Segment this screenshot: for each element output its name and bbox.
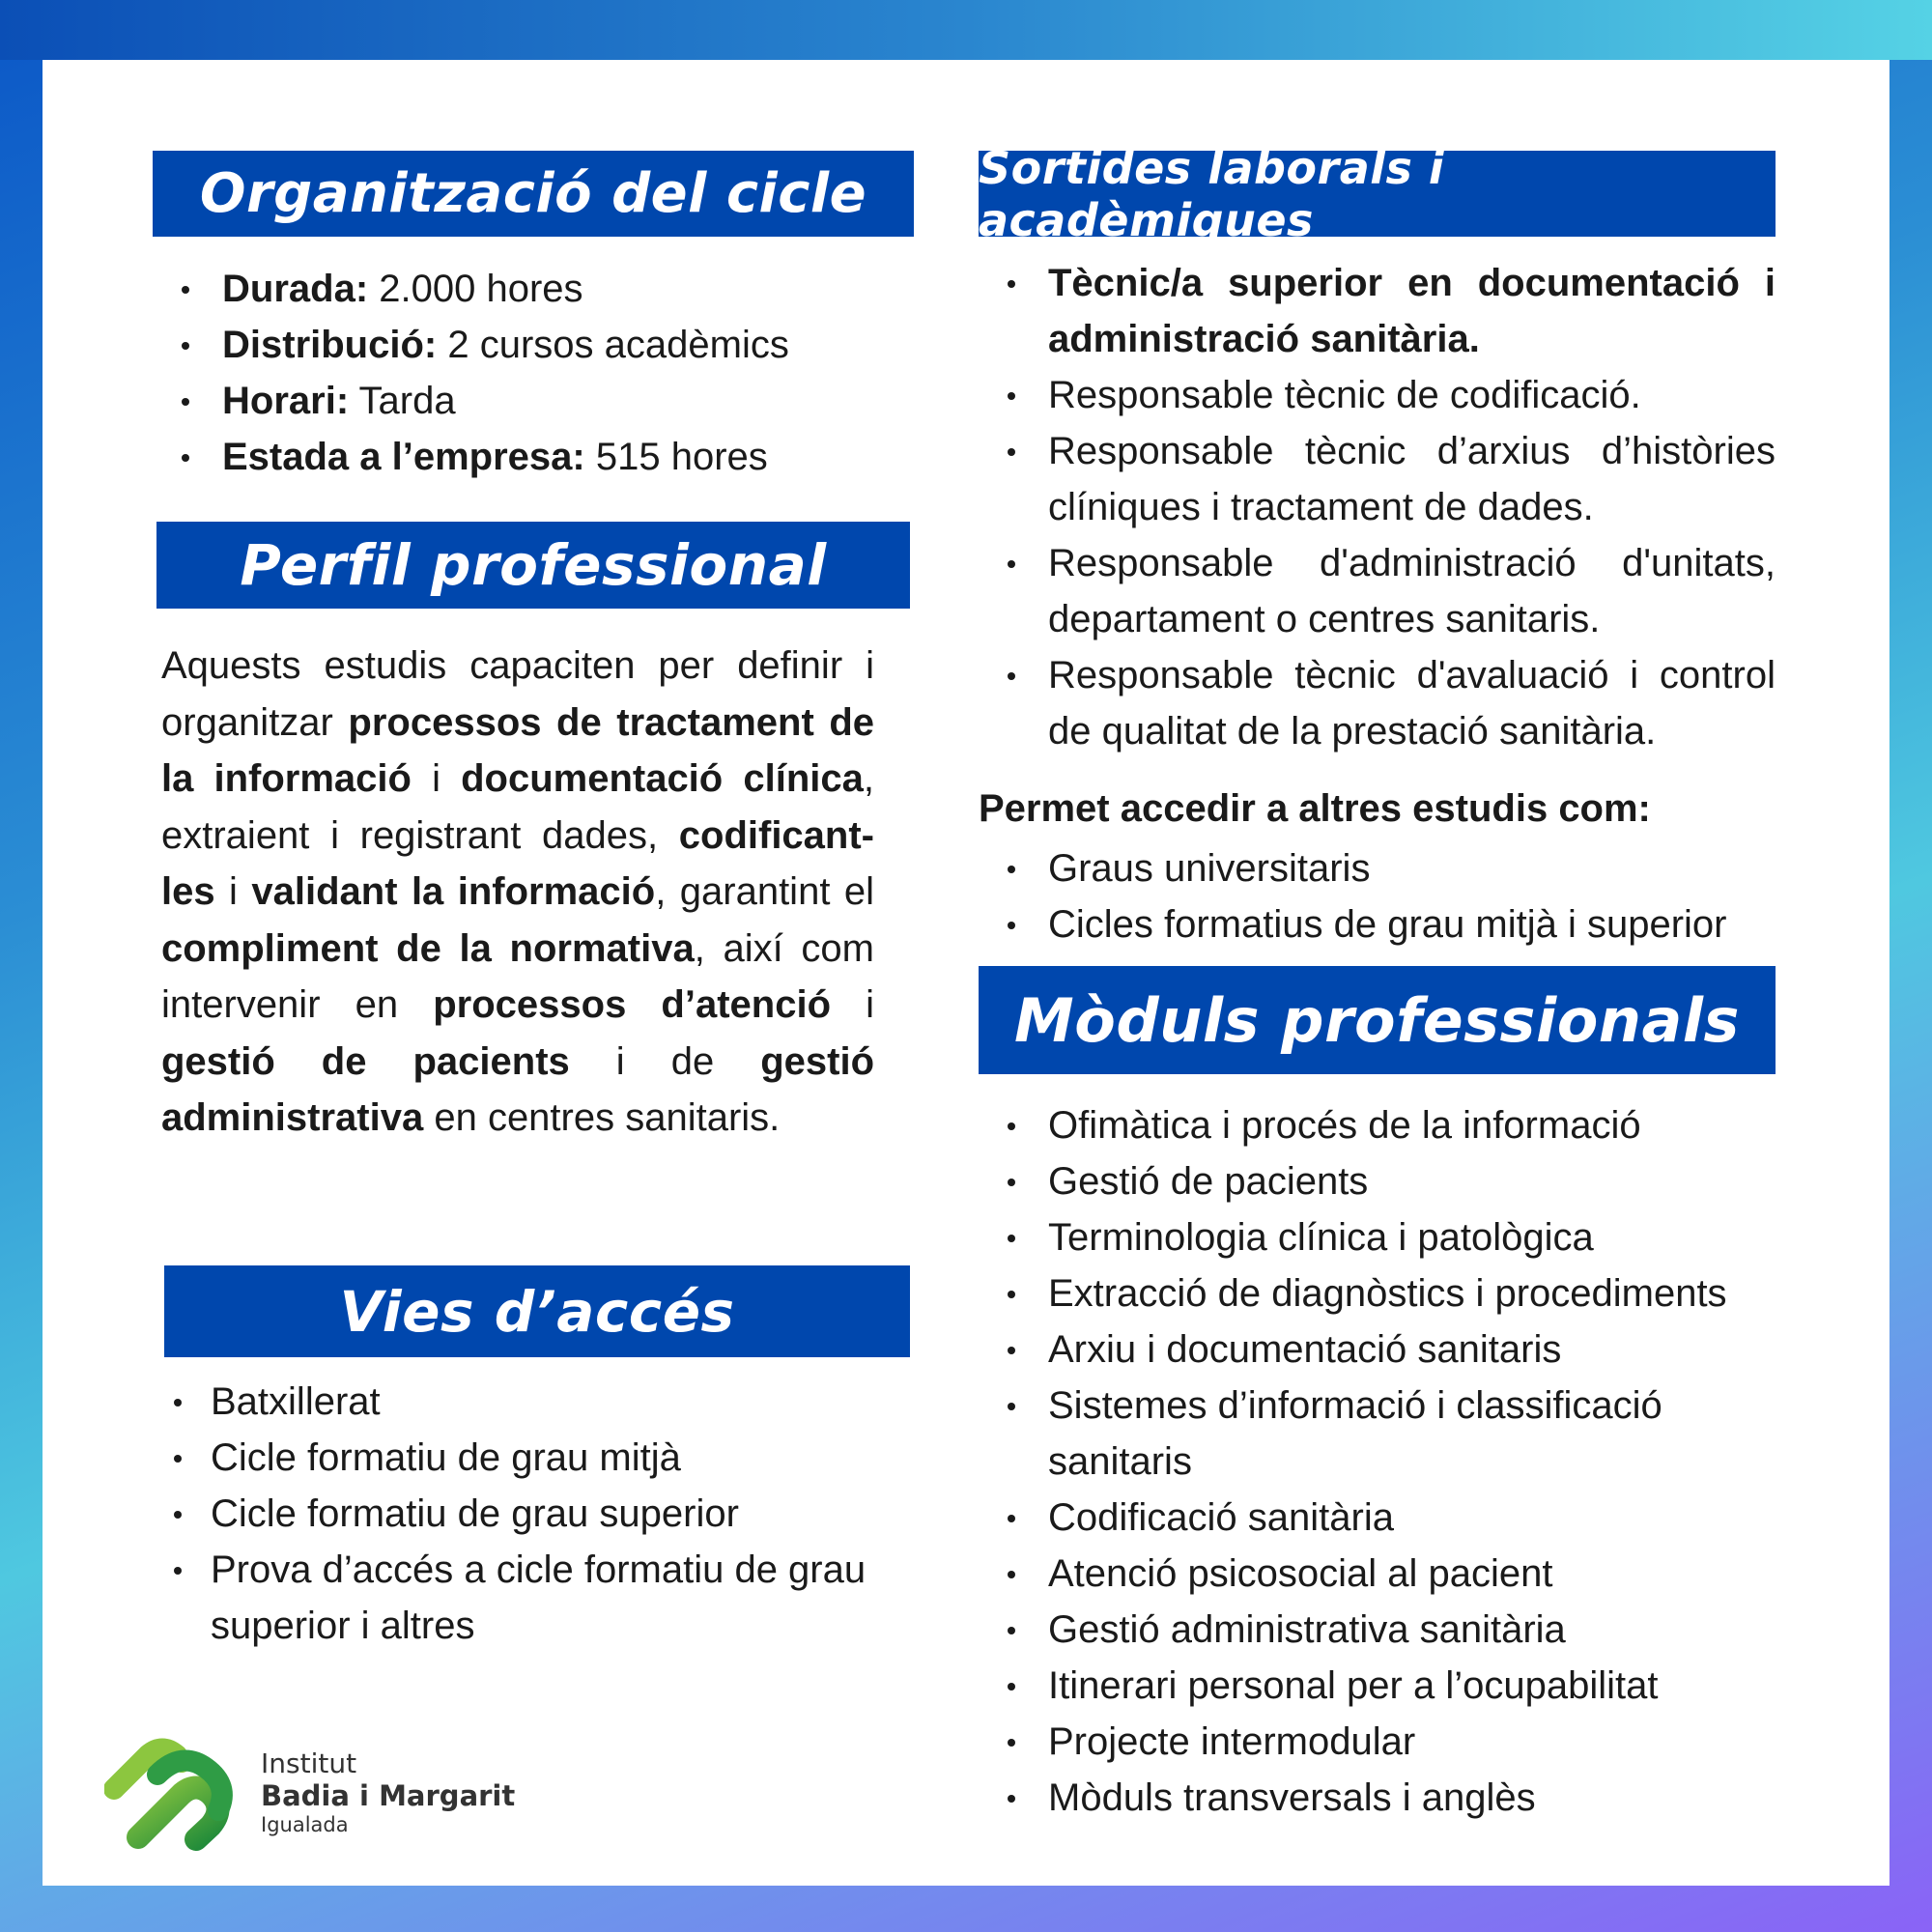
list-item: Prova d’accés a cicle formatiu de grau superior i altres [145, 1542, 918, 1654]
institut-logo-text [261, 1748, 515, 1837]
studies-list [979, 840, 1780, 952]
list-item: Cicles formatius de grau mitjà i superior [979, 896, 1780, 952]
paragraph-segment: en centres sanitaris. [423, 1096, 781, 1139]
vies-list [145, 1374, 918, 1654]
header-perfil [156, 522, 910, 609]
list-item: Atenció psicosocial al pacient [979, 1546, 1780, 1602]
list-item [153, 317, 906, 373]
list-item: Itinerari personal per a l’ocupabilitat [979, 1658, 1780, 1714]
list-item: Graus universitaris [979, 840, 1780, 896]
logo-line-1: Institut [261, 1747, 357, 1779]
paragraph-segment: i de [569, 1039, 761, 1083]
list-item: Responsable tècnic d'avaluació i control de qualitat de la prestació sanitària. [979, 647, 1776, 759]
list-item [153, 373, 906, 429]
list-item: Responsable tècnic de codificació. [979, 367, 1776, 423]
paragraph-bold-segment: gestió administrativa [161, 1039, 875, 1139]
list-item: Codificació sanitària [979, 1490, 1780, 1546]
item-value: 2.000 hores [368, 268, 583, 310]
list-item: Gestió de pacients [979, 1153, 1780, 1209]
sortides-list [979, 255, 1776, 759]
list-item: Extracció de diagnòstics i procediments [979, 1265, 1780, 1321]
paragraph-bold-segment: gestió de pacients [161, 1039, 570, 1083]
paragraph-segment: , extraient i registrant dades, [161, 757, 874, 857]
top-gradient-band [0, 0, 1932, 60]
paragraph-segment: i [411, 757, 462, 800]
list-item: Cicle formatiu de grau mitjà [145, 1430, 918, 1486]
paragraph-bold-segment: codificant-les [161, 813, 874, 913]
header-vies-text: Vies d’accés [339, 1278, 735, 1345]
list-item: Batxillerat [145, 1374, 918, 1430]
paragraph-bold-segment: processos d’atenció [433, 983, 832, 1026]
moduls-list [979, 1097, 1780, 1826]
list-item [153, 429, 906, 485]
header-perfil-text: Perfil professional [240, 532, 827, 598]
list-item [153, 261, 906, 317]
paragraph-segment: i [214, 870, 252, 913]
list-item: Projecte intermodular [979, 1714, 1780, 1770]
header-moduls-text: Mòduls professionals [1014, 984, 1740, 1056]
list-item: Cicle formatiu de grau superior [145, 1486, 918, 1542]
list-item-text: Tècnic/a superior en documentació i administració sanitària. [1048, 262, 1776, 360]
perfil-paragraph [161, 638, 874, 1147]
list-item: Gestió administrativa sanitària [979, 1602, 1780, 1658]
paragraph-segment: , garantint el [655, 870, 874, 913]
item-label: Estada a l’empresa: [222, 436, 585, 478]
header-organitzacio-text: Organització del cicle [199, 162, 867, 225]
header-sortides [979, 141, 1776, 246]
item-label: Distribució: [222, 324, 438, 366]
institut-logo-icon [104, 1721, 249, 1857]
logo-line-2: Badia i Margarit [261, 1779, 516, 1812]
item-label: Durada: [222, 268, 369, 310]
item-value: 515 hores [584, 436, 768, 478]
item-value: Tarda [349, 380, 456, 422]
list-item: Ofimàtica i procés de la informació [979, 1097, 1780, 1153]
item-value: 2 cursos acadèmics [437, 324, 789, 366]
paragraph-bold-segment: processos de tractament de la informació [161, 700, 875, 800]
paragraph-bold-segment: validant la informació [251, 870, 656, 913]
list-item: Responsable d'administració d'unitats, departament o centres sanitaris. [979, 535, 1776, 647]
organitzacio-list [153, 261, 906, 485]
header-sortides-text: Sortides laborals i acadèmiques [979, 141, 1445, 246]
header-vies [164, 1265, 910, 1357]
paragraph-bold-segment: documentació clínica [461, 757, 864, 800]
logo-line-3: Igualada [261, 1813, 349, 1836]
item-label: Horari: [222, 380, 350, 422]
list-item: Sistemes d’informació i classificació sanitaris [979, 1378, 1780, 1490]
list-item: Terminologia clínica i patològica [979, 1209, 1780, 1265]
list-item [979, 255, 1776, 367]
paragraph-segment: Aquests estudis capaciten per definir i organitzar [161, 644, 874, 744]
studies-sublabel: Permet accedir a altres estudis com: [979, 787, 1651, 830]
header-organitzacio [153, 151, 914, 237]
paragraph-segment: i [831, 983, 875, 1026]
header-moduls [979, 966, 1776, 1074]
list-item: Responsable tècnic d’arxius d’històries clíniques i tractament de dades. [979, 423, 1776, 535]
paragraph-bold-segment: compliment de la normativa [161, 926, 695, 970]
paragraph-segment: , així com intervenir en [161, 926, 874, 1026]
list-item: Mòduls transversals i anglès [979, 1770, 1780, 1826]
list-item: Arxiu i documentació sanitaris [979, 1321, 1780, 1378]
